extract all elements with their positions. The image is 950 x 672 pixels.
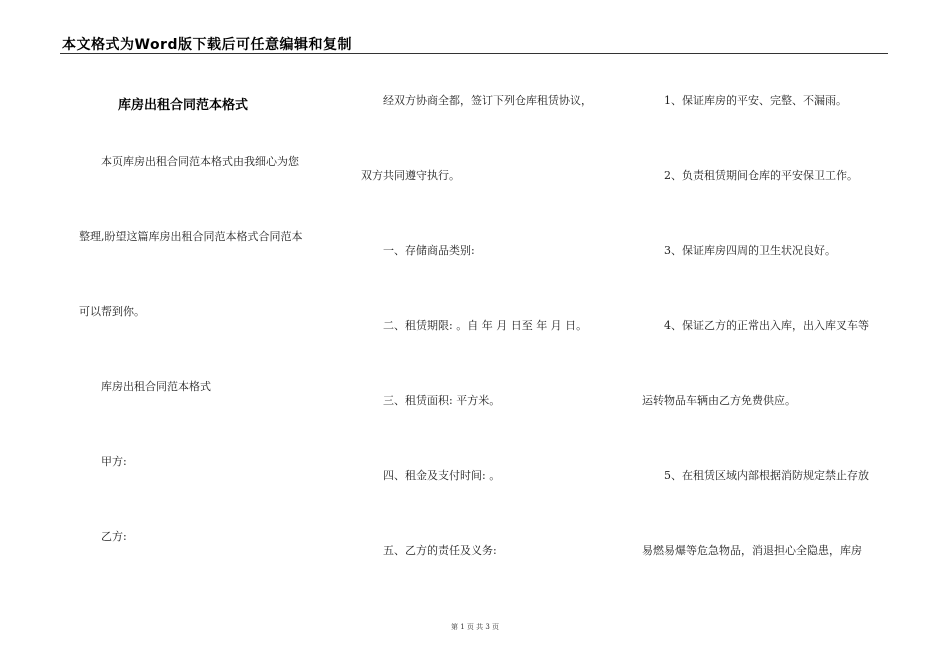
col1-line-4: 库房出租合同范本格式	[101, 380, 211, 393]
col2-line-1: 经双方协商全都，签订下列仓库租赁协议，	[383, 94, 592, 107]
col3-line-4: 4、保证乙方的正常出入库，出入库叉车等	[664, 319, 869, 332]
col1-line-1: 本页库房出租合同范本格式由我细心为您	[101, 155, 299, 168]
document-header: 本文格式为Word版下载后可任意编辑和复制	[62, 37, 352, 53]
col1-line-6: 乙方:	[101, 530, 127, 543]
col2-line-3: 一、存储商品类别:	[383, 244, 475, 257]
page-number-footer: 第 1 页 共 3 页	[450, 623, 500, 631]
col2-line-4: 二、租赁期限: 。自 年 月 日至 年 月 日。	[383, 319, 588, 332]
col1-line-2: 整理,盼望这篇库房出租合同范本格式合同范本	[79, 230, 303, 243]
col2-line-6: 四、租金及支付时间: 。	[383, 469, 501, 482]
col3-line-6: 5、在租赁区域内部根据消防规定禁止存放	[664, 469, 869, 482]
col3-line-5: 运转物品车辆由乙方免费供应。	[642, 394, 796, 407]
col3-line-1: 1、保证库房的平安、完整、不漏雨。	[664, 94, 847, 107]
document-title: 库房出租合同范本格式	[118, 98, 249, 113]
col1-line-3: 可以帮到你。	[79, 305, 145, 318]
col2-line-2: 双方共同遵守执行。	[361, 169, 460, 182]
col1-line-5: 甲方:	[101, 455, 127, 468]
col2-line-5: 三、租赁面积: 平方米。	[383, 394, 501, 407]
col3-line-3: 3、保证库房四周的卫生状况良好。	[664, 244, 836, 257]
header-divider	[60, 53, 888, 54]
col3-line-2: 2、负责租赁期间仓库的平安保卫工作。	[664, 169, 858, 182]
col2-line-7: 五、乙方的责任及义务:	[383, 544, 497, 557]
col3-line-7: 易燃易爆等危急物品，消退担心全隐患，库房	[642, 544, 862, 557]
